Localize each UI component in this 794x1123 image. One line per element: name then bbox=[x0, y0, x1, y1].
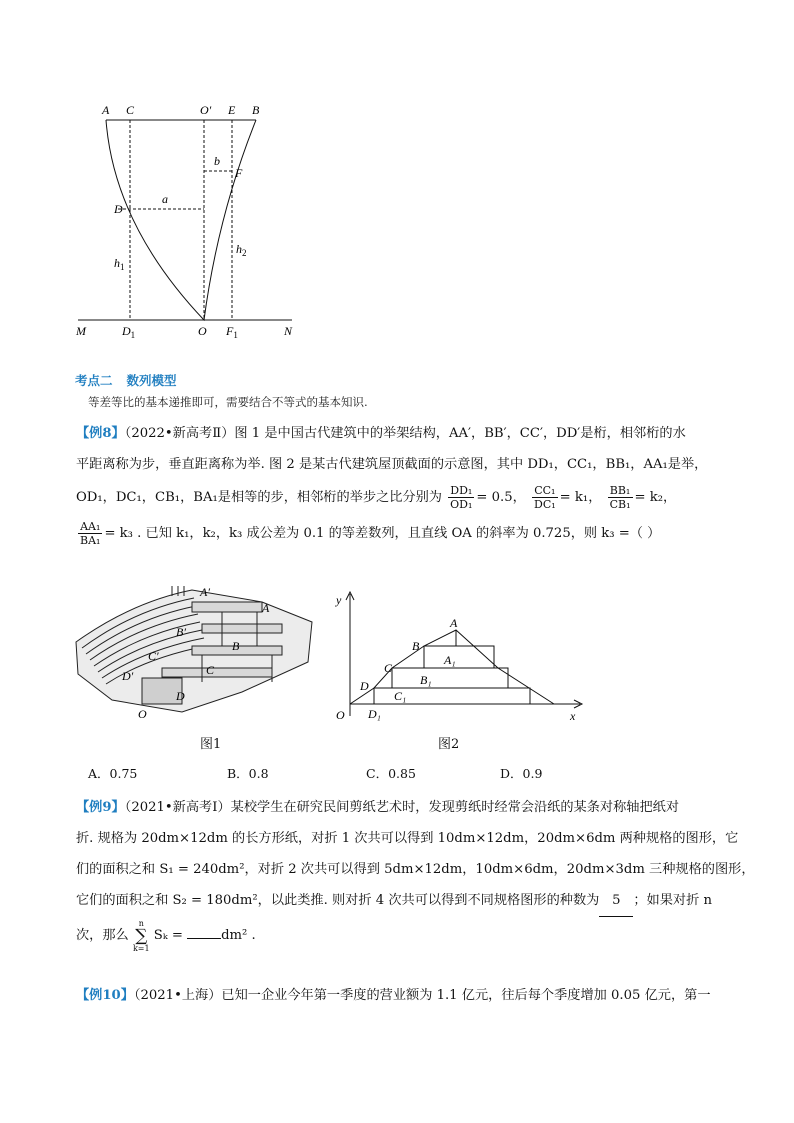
photo-label-B: B bbox=[232, 639, 240, 653]
parabola-curve bbox=[106, 120, 256, 320]
photo-label-C: C bbox=[206, 663, 215, 677]
choice-b[interactable]: B．0.8 bbox=[227, 766, 269, 781]
fraction-dd1-od1: $\frac{\text{DD₁}}{\text{OD₁}}$ bbox=[450, 484, 473, 511]
fraction-cc1-dc1: $\frac{\text{CC₁}}{\text{DC₁}}$ bbox=[534, 484, 556, 511]
ex9-line3: 们的面积之和 S₁ = 240dm²，对折 2 次共可以得到 5dm×12dm，10dm×6dm，20dm×3dm 三种规格的图形， bbox=[76, 862, 755, 877]
ex10-line1: 【例10】（2021•上海）已知一企业今年第一季度的营业额为 1.1 亿元，往后每个季度增加 0.05 亿元，第一 bbox=[76, 988, 711, 1003]
section-subtitle: 数列模型 bbox=[126, 373, 177, 388]
photo-label-B-prime: B′ bbox=[176, 625, 186, 639]
photo-label-D-prime: D′ bbox=[122, 669, 134, 683]
section-heading bbox=[75, 371, 191, 389]
parabola-figure bbox=[70, 95, 310, 345]
label-C: C bbox=[126, 103, 135, 117]
roof-section-figure bbox=[330, 588, 588, 726]
roof-outline bbox=[350, 630, 554, 704]
ex9-line4: 它们的面积之和 S₂ = 180dm²，以此类推. 则对折 4 次共可以得到不同规格图形的种数为 5 ；如果对折 n bbox=[76, 885, 726, 917]
label-O-prime: O′ bbox=[200, 103, 212, 117]
photo-label-C-prime: C′ bbox=[148, 649, 159, 663]
fig2-B: B bbox=[412, 639, 420, 653]
fig2-A1: A₁ bbox=[444, 653, 456, 667]
label-B: B bbox=[252, 103, 260, 117]
fig2-caption: 图2 bbox=[438, 737, 460, 752]
label-E: E bbox=[228, 103, 236, 117]
ex10-tag: 【例10】 bbox=[76, 988, 134, 1003]
fraction-aa1-ba1: $\frac{\text{AA₁}}{\text{BA₁}}$ bbox=[80, 520, 101, 547]
example-8 bbox=[76, 418, 726, 552]
rect-C1 bbox=[392, 668, 508, 688]
label-D: D bbox=[114, 202, 123, 216]
label-h1: $h_1$ bbox=[114, 256, 125, 272]
label-O: O bbox=[198, 324, 207, 338]
section-note: 等差等比的基本递推即可，需要结合不等式的基本知识. bbox=[88, 395, 368, 409]
fig2-x: x bbox=[570, 709, 576, 723]
label-b: b bbox=[214, 154, 220, 168]
building-illustration bbox=[72, 582, 322, 722]
fig2-O: O bbox=[336, 708, 345, 722]
label-F: F bbox=[235, 166, 243, 180]
ex9-line2: 折. 规格为 20dm×12dm 的长方形纸，对折 1 次共可以得到 10dm×12dm，20dm×6dm 两种规格的图形，它 bbox=[76, 831, 739, 846]
choice-d[interactable]: D．0.9 bbox=[500, 766, 543, 781]
example-9 bbox=[76, 792, 755, 955]
choice-c[interactable]: C．0.85 bbox=[366, 766, 416, 781]
label-M: M bbox=[76, 324, 86, 338]
summation-symbol: n ∑ k=1 bbox=[132, 918, 150, 953]
fig1-caption: 图1 bbox=[200, 737, 222, 752]
fig2-D1: D₁ bbox=[368, 707, 381, 721]
label-N: N bbox=[284, 324, 293, 338]
label-a: a bbox=[162, 192, 168, 206]
photo-label-O: O bbox=[138, 707, 147, 721]
answer-blank-2[interactable] bbox=[187, 938, 221, 939]
answer-blank-1[interactable]: 5 bbox=[599, 885, 633, 917]
label-h2: $h_2$ bbox=[236, 242, 247, 258]
fig2-C1: C₁ bbox=[394, 689, 407, 703]
photo-label-A-prime: A′ bbox=[200, 585, 210, 599]
ex9-tag: 【例9】 bbox=[76, 800, 125, 815]
ex8-line3: OD₁，DC₁，CB₁，BA₁是相等的步，相邻桁的举步之比分别为 $\frac{\text{DD₁}}{\text{OD₁}}$ = 0.5， $\frac{\text{CC₁}}{\text{DC₁}}$ = k₁， $\frac{\text{BB₁}}{\text{CB₁}}$ = k₂， bbox=[76, 484, 677, 511]
example-10 bbox=[76, 980, 726, 1011]
fig2-y: y bbox=[336, 593, 342, 607]
choice-a[interactable]: A．0.75 bbox=[88, 766, 138, 781]
ex8-line4: $\frac{\text{AA₁}}{\text{BA₁}}$ = k₃ . 已知 k₁，k₂，k₃ 成公差为 0.1 的等差数列，且直线 OA 的斜率为 0.725，则 k₃ =（ ） bbox=[80, 520, 661, 547]
label-F1: $F_1$ bbox=[226, 324, 238, 340]
ex9-line5: 次，那么 n ∑ k=1 Sₖ = dm² . bbox=[76, 918, 256, 953]
label-A: A bbox=[102, 103, 110, 117]
ex8-line1: 【例8】（2022•新高考Ⅱ）图 1 是中国古代建筑中的举架结构，AA′，BB′，CC′，DD′是桁，相邻桁的水 bbox=[76, 426, 686, 441]
photo-label-A: A bbox=[262, 601, 270, 615]
label-D1: $D_1$ bbox=[122, 324, 136, 340]
fraction-bb1-cb1: $\frac{\text{BB₁}}{\text{CB₁}}$ bbox=[609, 484, 631, 511]
fig2-B1: B₁ bbox=[420, 673, 432, 687]
ex8-tag: 【例8】 bbox=[76, 426, 125, 441]
ex9-line1: 【例9】（2021•新高考Ⅰ）某校学生在研究民间剪纸艺术时，发现剪纸时经常会沿纸的某条对称轴把纸对 bbox=[76, 800, 680, 815]
section-title: 考点二 bbox=[75, 373, 113, 388]
fig2-C: C bbox=[384, 661, 393, 675]
ex8-line2: 平距离称为步，垂直距离称为举. 图 2 是某古代建筑屋顶截面的示意图，其中 DD₁，CC₁，BB₁，AA₁是举， bbox=[76, 457, 708, 472]
photo-label-D: D bbox=[176, 689, 185, 703]
fig2-D: D bbox=[360, 679, 369, 693]
fig2-A: A bbox=[450, 616, 458, 630]
rect-B1 bbox=[424, 646, 494, 668]
